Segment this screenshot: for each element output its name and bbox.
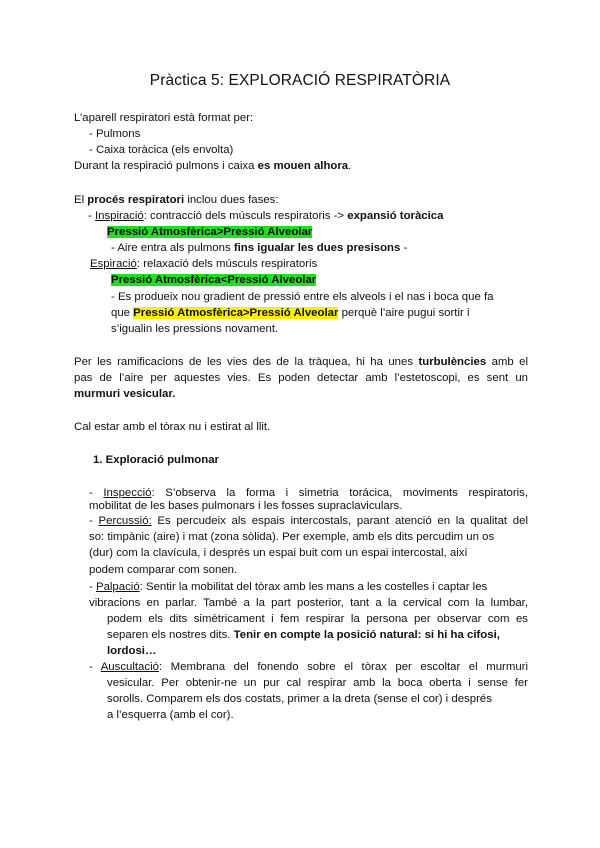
section-heading-exploracio: 1. Exploració pulmonar <box>93 454 219 466</box>
espiracio-pressure: Pressió Atmosfèrica<Pressió Alveolar <box>111 274 317 286</box>
palpacio-line-2: vibracions en parlar. També a la part posterior, tant a la cervical com la lumbar, <box>89 597 528 609</box>
espiracio-detail-2: que Pressió Atmosfèrica>Pressió Alveolar perquè l’aire pugui sortir i <box>111 307 470 319</box>
percussio-line-3: (dur) com la clavícula, i després un espai buit com un espai intercostal, així <box>89 547 468 559</box>
inspiracio-detail: - Aire entra als pulmons fins igualar les dues presisons - <box>111 242 408 254</box>
intro-conclusion: Durant la respiració pulmons i caixa es mouen alhora. <box>74 160 352 172</box>
palpacio-line-5: lordosi… <box>107 645 157 657</box>
percussio-line: - Percussió: Es percudeix als espais intercostals, parant atenció en la qualitat del <box>89 515 528 527</box>
ramificacions-para-3: murmuri vesicular. <box>74 388 176 400</box>
proces-intro: El procés respiratori inclou dues fases: <box>74 194 279 206</box>
auscultacio-line-2: vesicular. Per obtenir-ne un pur cal respirar amb la boca oberta i sense fer <box>107 677 528 689</box>
list-item-pulmons: - Pulmons <box>89 128 141 140</box>
espiracio-line: Espiració: relaxació dels músculs respiratoris <box>90 258 318 270</box>
ramificacions-para-2: pas de l’aire per aquestes vies. Es poden detectar amb l’estetoscopi, es sent un <box>74 372 528 384</box>
auscultacio-line-4: a l’esquerra (amb el cor). <box>107 709 234 721</box>
espiracio-detail-3: s’igualin les pressions novament. <box>111 323 279 335</box>
intro-line: L’aparell respiratori està format per: <box>74 112 254 124</box>
palpacio-line-4: separen els nostres dits. Tenir en compte la posició natural: si hi ha cifosi, <box>107 629 500 641</box>
espiracio-detail: - Es produeix nou gradient de pressió entre els alveols i el nas i boca que fa <box>111 291 494 303</box>
percussio-line-4: podem comparar com sonen. <box>89 564 238 576</box>
palpacio-line-3: podem els dits simètricament i fem respirar la persona per observar com es <box>107 613 528 625</box>
inspeccio-line-2: mobilitat de les bases pulmonars i les fosses supraclaviculars. <box>89 500 403 512</box>
percussio-line-2: so: timpànic (aire) i mat (zona sòlida). Per exemple, amb els dits percudim un os <box>89 531 495 543</box>
list-item-caixa: - Caixa toràcica (els envolta) <box>89 144 234 156</box>
inspiracio-pressure: Pressió Atmosfèrica>Pressió Alveolar <box>107 226 313 238</box>
palpacio-line: - Palpació: Sentir la mobilitat del tòrax amb les mans a les costelles i captar les <box>89 581 488 593</box>
torax-note: Cal estar amb el tòrax nu i estirat al llit. <box>74 421 271 433</box>
ramificacions-para-1: Per les ramificacions de les vies des de la tràquea, hi ha unes turbulències amb el <box>74 356 529 368</box>
inspiracio-line: - Inspiració: contracció dels músculs respiratoris -> expansió toràcica <box>88 210 444 222</box>
inspeccio-line: - Inspecció: S’observa la forma i simetria torácica, moviments respiratoris, <box>89 487 528 499</box>
auscultacio-line-3: sorolls. Comparem els dos costats, primer a la dreta (sense el cor) i després <box>107 693 492 705</box>
page-title: Pràctica 5: EXPLORACIÓ RESPIRATÒRIA <box>149 72 451 89</box>
auscultacio-line: - Auscultació: Membrana del fonendo sobre el tòrax per escoltar el murmuri <box>89 661 528 673</box>
